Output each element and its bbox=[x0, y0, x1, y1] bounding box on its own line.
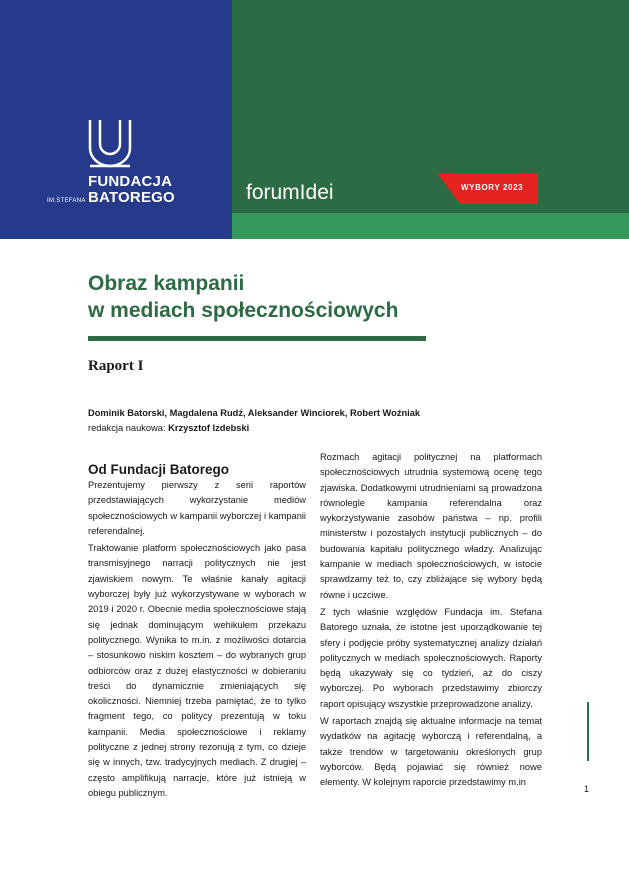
side-rule bbox=[587, 702, 589, 761]
editors-name: Krzysztof Izdebski bbox=[168, 423, 250, 433]
column-right bbox=[320, 450, 542, 793]
logo-line-1: FUNDACJA bbox=[88, 173, 173, 190]
title-line-2: w mediach społecznościowych bbox=[88, 299, 399, 322]
editors-prefix: redakcja naukowa: bbox=[88, 423, 169, 433]
title-line-1: Obraz kampanii bbox=[88, 272, 245, 295]
logo-line-2: BATOREGO bbox=[88, 189, 175, 206]
report-title bbox=[88, 270, 398, 324]
paragraph: Prezentujemy pierwszy z serii raportów przedstawiających wykorzystanie mediów społecznościowych w kampanii wyborczej i kampanii referendalnej. bbox=[88, 480, 306, 536]
report-subtitle: Raport I bbox=[88, 358, 144, 374]
series-name: forumIdei bbox=[246, 181, 334, 204]
editors bbox=[88, 423, 249, 433]
page-number: 1 bbox=[584, 784, 590, 794]
authors: Dominik Batorski, Magdalena Rudź, Aleksander Winciorek, Robert Woźniak bbox=[88, 408, 421, 418]
paragraph: Traktowanie platform społecznościowych jako pasa transmisyjnego narracji politycznych nie jest zjawiskiem nowym. Te właśnie kanały agitacji wyborczej były już wykorzystywane w wyborach w 2019 i 2020 r. Obecnie media społecznościowe stają się jednak dominującym wehikułem przekazu politycznego. Wynika to m.in. z możliwości dotarcia – stosunkowo niskim kosztem – do wybranych grup odbiorców oraz z dużej elastyczności w dobieraniu treści do dynamicznie zmieniających się okoliczności. Niemniej trzeba pamiętać, że to tylko fragment tego, co politycy prezentują w toku kampanii. Media społecznościowe i reklamy polityczne z jednej strony rezonują z tym, co dzieje się w innych, tzw. tradycyjnych mediach. Z drugiej – często amplifikują narracje, które już istnieją w obiegu publicznym. bbox=[88, 543, 306, 798]
paragraph: Rozmach agitacji politycznej na platformach społecznościowych utrudnia systemową ocenę tego zjawiska. Dodatkowymi utrudnieniami są prowadzona równolegle kampania referendalna oraz wykorzystywanie zasobów państwa – np. profili ministerstw i pozostałych instytucji publicznych – do budowania kapitału politycznego władzy. Analizując kampanie w mediach społecznościowych, w istocie sprawdzamy też to, czy zbliżające się wybory będą równe i uczciwe. bbox=[320, 452, 542, 600]
title-rule bbox=[88, 336, 426, 341]
logo-small-text: IM.STEFANA bbox=[47, 198, 86, 204]
logo-text bbox=[88, 174, 175, 206]
header-green-stripe bbox=[232, 213, 629, 239]
paragraph: W raportach znajdą się aktualne informacje na temat wydatków na agitację wyborczą i referendalną, a także trendów w targetowaniu określonych grup wyborców. Będą pojawiać się również nowe elementy. W kolejnym raporcie przedstawimy m.in bbox=[320, 716, 542, 788]
section-title: Od Fundacji Batorego bbox=[88, 462, 230, 477]
column-left bbox=[88, 478, 306, 803]
paragraph: Z tych właśnie względów Fundacja im. Stefana Batorego uznała, że istotne jest uporządkowanie tej sfery i podjęcie próby systematycznej analizy działań politycznych w mediach społecznościowych. Raporty będą ukazywały się co tydzień, aż do ciszy wyborczej. Po wyborach przedstawimy zbiorczy raport opisujący wszystkie przeprowadzone analizy. bbox=[320, 606, 542, 709]
election-tag-label: WYBORY 2023 bbox=[461, 183, 524, 192]
foundation-logo-icon bbox=[88, 118, 132, 168]
